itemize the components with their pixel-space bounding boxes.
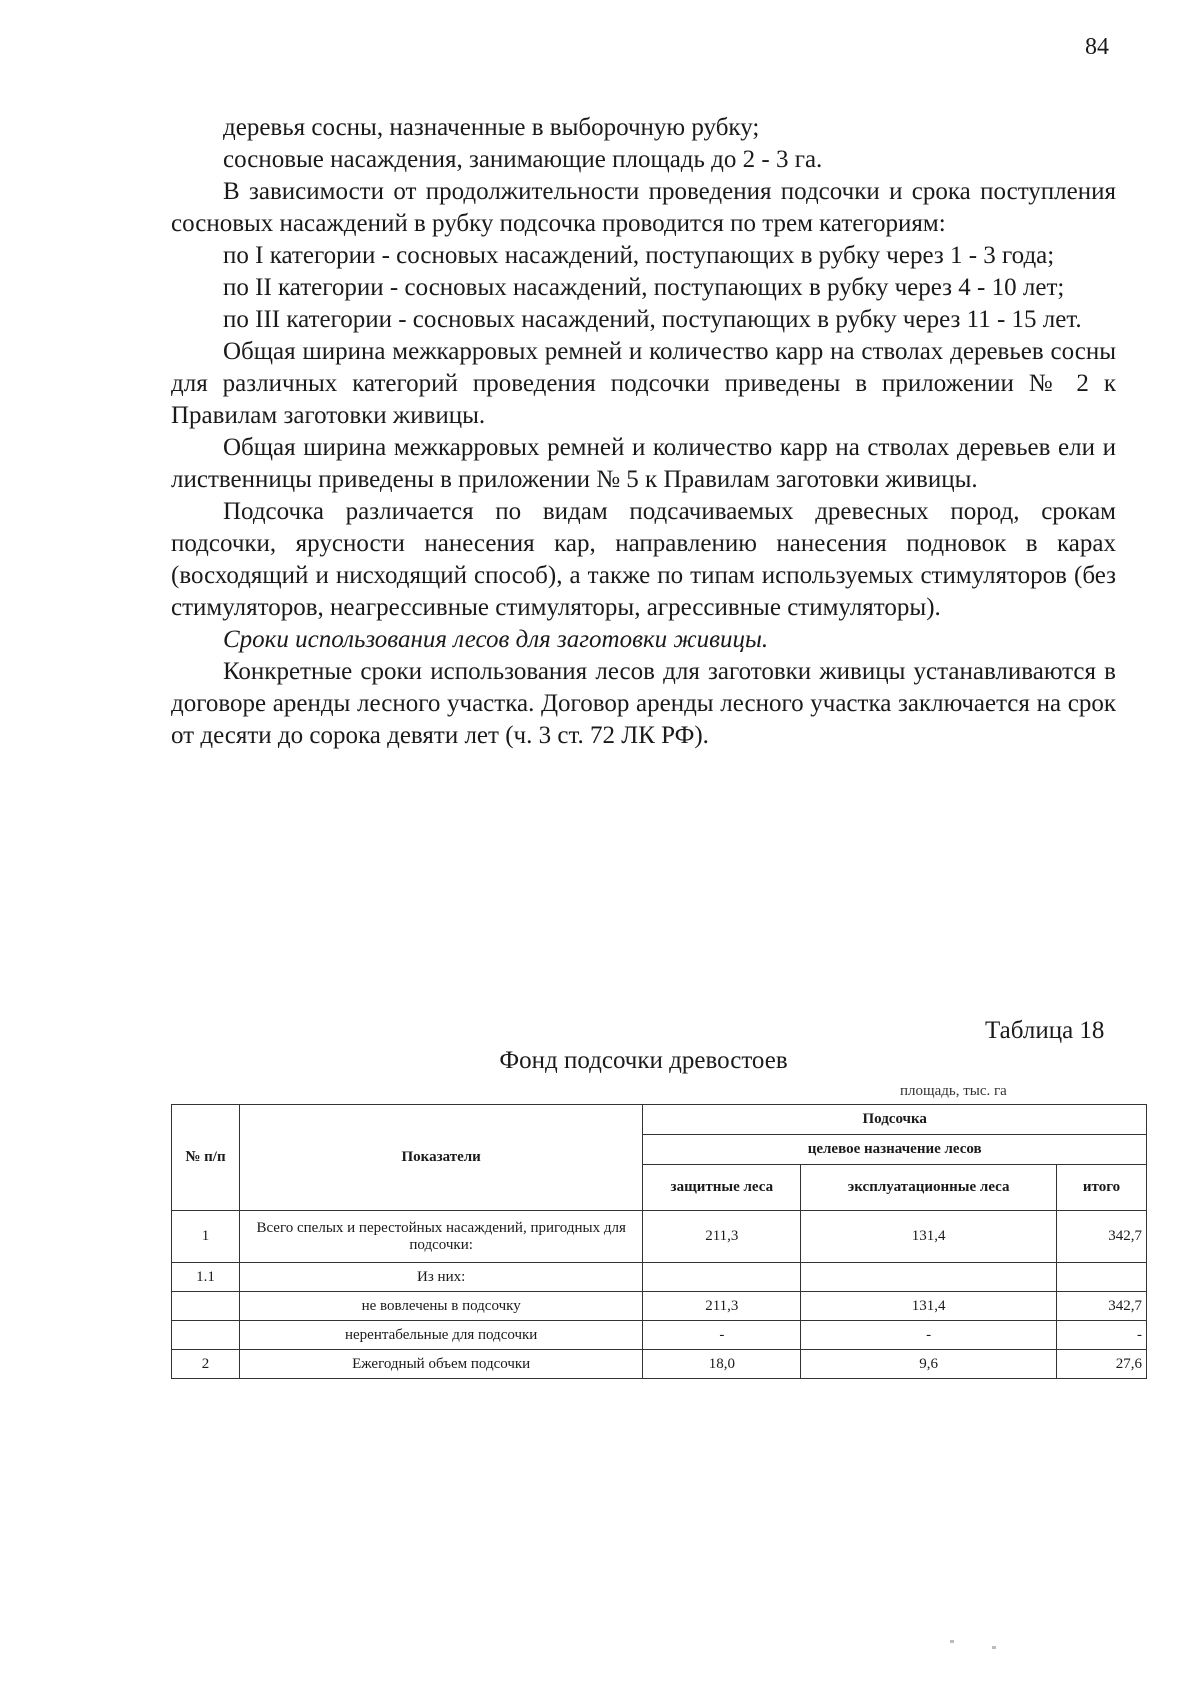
cell-protective: - [643,1321,801,1350]
table-label: Таблица 18 [985,1017,1105,1044]
cell-num: 2 [172,1350,240,1379]
cell-num [172,1292,240,1321]
table-row [172,1321,1147,1350]
paragraph: по I категории - сосновых насаждений, поступающих в рубку через 1 - 3 года; [223,242,1055,269]
cell-total: 342,7 [1057,1292,1147,1321]
cell-name: Из них: [239,1263,642,1292]
table-units: площадь, тыс. га [900,1083,1007,1099]
cell-exploitation: 131,4 [801,1292,1057,1321]
body-text [171,112,1116,752]
table-row [172,1350,1147,1379]
header-total: итого [1057,1165,1147,1211]
cell-num [172,1321,240,1350]
cell-total: - [1057,1321,1147,1350]
paragraph: сосновые насаждения, занимающие площадь до 2 - 3 га. [223,146,823,173]
cell-name: не вовлечены в подсочку [239,1292,642,1321]
forest-tapping-table [171,1104,1147,1379]
cell-num: 1.1 [172,1263,240,1292]
table-row [172,1211,1147,1263]
cell-exploitation [801,1263,1057,1292]
cell-protective: 18,0 [643,1350,801,1379]
header-num: № п/п [172,1105,240,1211]
header-exploitation-forests: эксплуатационные леса [801,1165,1057,1211]
section-heading: Сроки использования лесов для заготовки живицы. [223,626,769,653]
header-subgroup: целевое назначение лесов [643,1135,1147,1165]
header-indicator: Показатели [239,1105,642,1211]
cell-exploitation: 9,6 [801,1350,1057,1379]
page-number: 84 [1085,34,1109,60]
cell-protective [643,1263,801,1292]
scan-marks [950,1640,1010,1650]
table-title: Фонд подсочки древостоев [499,1047,788,1074]
header-group: Подсочка [643,1105,1147,1135]
paragraph: по II категории - сосновых насаждений, поступающих в рубку через 4 - 10 лет; [223,274,1065,301]
table-row [172,1263,1147,1292]
cell-name: нерентабельные для подсочки [239,1321,642,1350]
cell-total [1057,1263,1147,1292]
cell-name: Всего спелых и перестойных насаждений, пригодных для подсочки: [239,1211,642,1263]
cell-num: 1 [172,1211,240,1263]
cell-protective: 211,3 [643,1292,801,1321]
paragraph: по III категории - сосновых насаждений, поступающих в рубку через 11 - 15 лет. [223,306,1082,333]
cell-exploitation: - [801,1321,1057,1350]
paragraph: Общая ширина межкарровых ремней и количество карр на стволах деревьев ели и лиственницы приведены в приложении № 5 к Правилам заготовки живицы. [171,434,1116,493]
cell-exploitation: 131,4 [801,1211,1057,1263]
cell-total: 27,6 [1057,1350,1147,1379]
paragraph: деревья сосны, назначенные в выборочную рубку; [223,114,760,141]
paragraph: Подсочка различается по видам подсачиваемых древесных пород, срокам подсочки, ярусности нанесения кар, направлению нанесения подновок в карах (восходящий и нисходящий способ), а также по типам используемых стимуляторов (без стимуляторов, неагрессивные стимуляторы, агрессивные стимуляторы). [171,498,1116,621]
cell-protective: 211,3 [643,1211,801,1263]
cell-total: 342,7 [1057,1211,1147,1263]
header-protective-forests: защитные леса [643,1165,801,1211]
table-row [172,1292,1147,1321]
paragraph: В зависимости от продолжительности проведения подсочки и срока поступления сосновых насаждений в рубку подсочка проводится по трем категориям: [171,178,1116,237]
paragraph: Общая ширина межкарровых ремней и количество карр на стволах деревьев сосны для различных категорий проведения подсочки приведены в приложении № 2 к Правилам заготовки живицы. [171,338,1116,429]
paragraph: Конкретные сроки использования лесов для заготовки живицы устанавливаются в договоре аренды лесного участка. Договор аренды лесного участка заключается на срок от десяти до сорока девяти лет (ч. 3 ст. 72 ЛК РФ). [171,658,1116,749]
cell-name: Ежегодный объем подсочки [239,1350,642,1379]
